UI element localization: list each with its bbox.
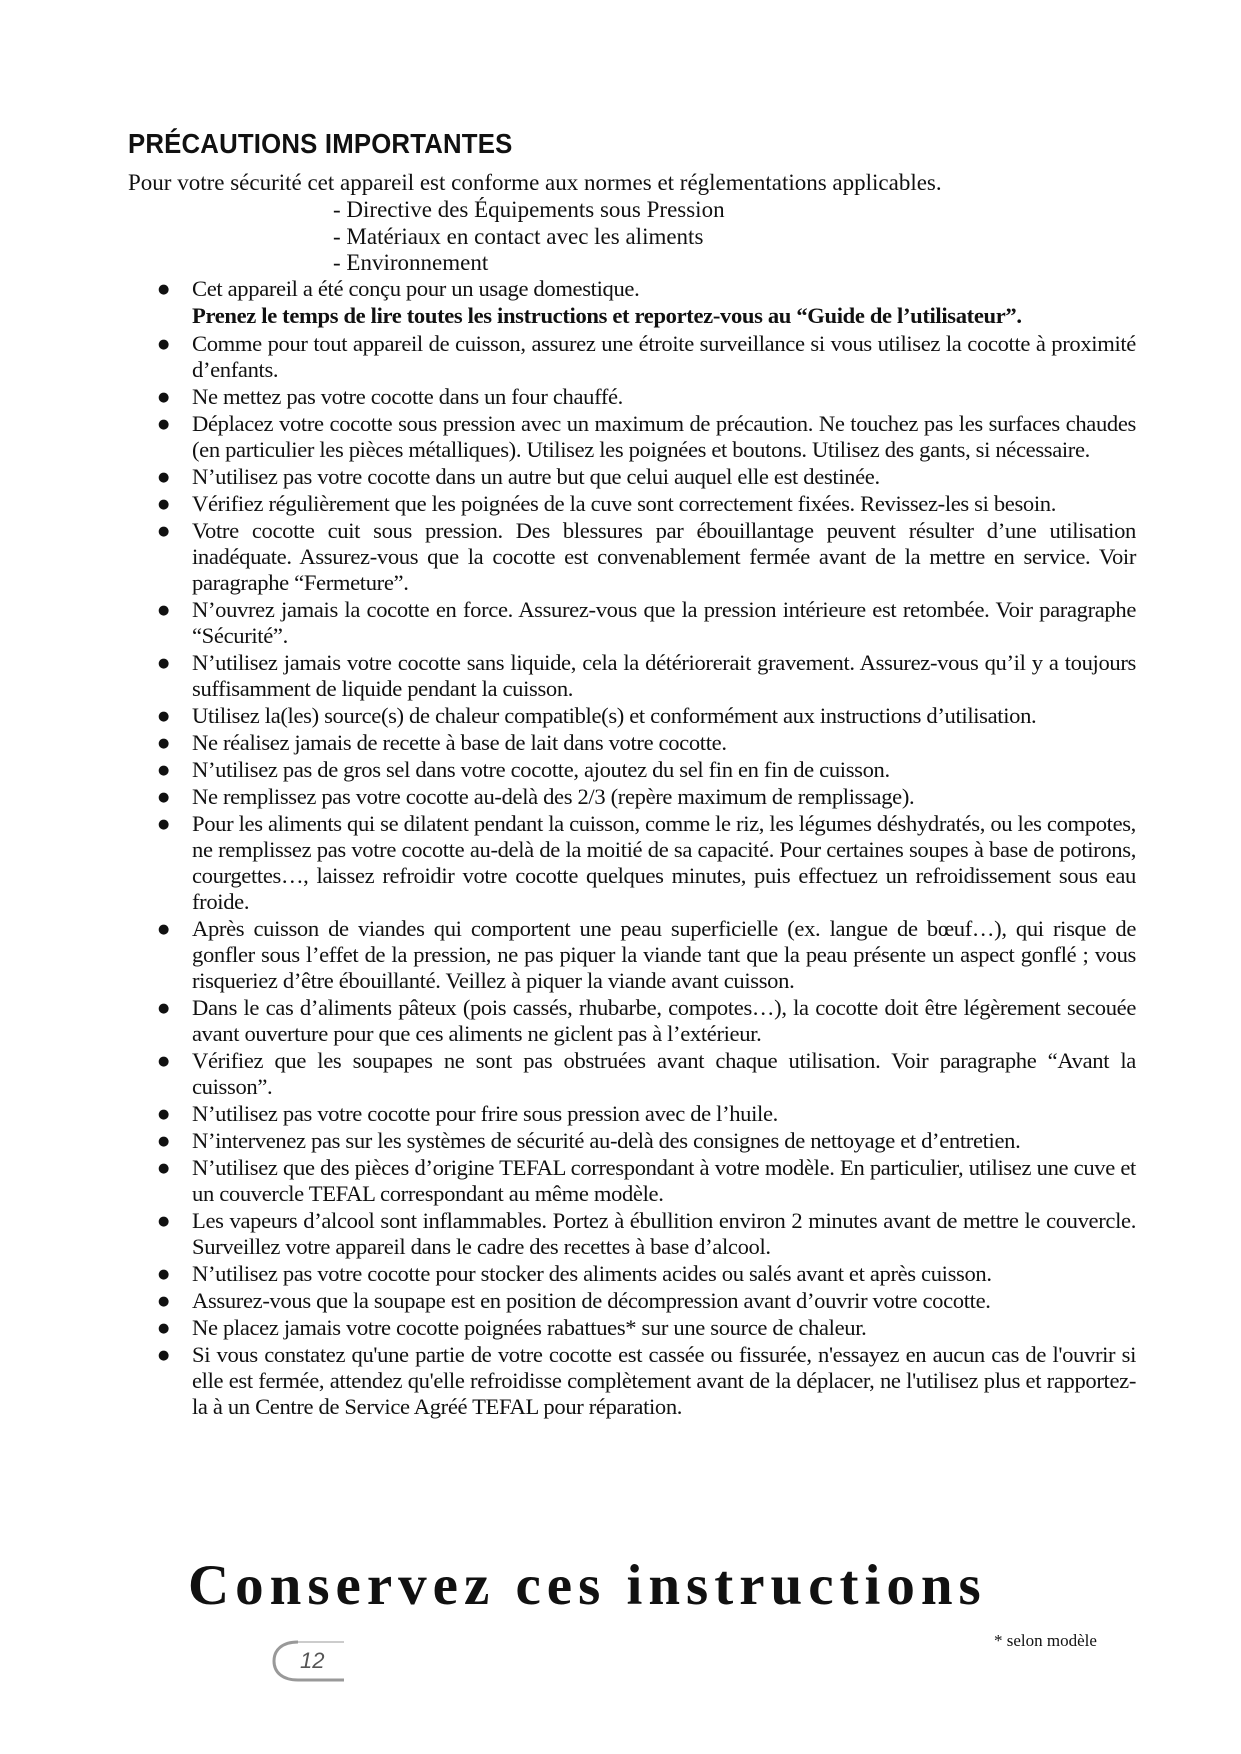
list-item: ● N’utilisez pas votre cocotte dans un autre but que celui auquel elle est destinée. (192, 464, 1136, 490)
list-item: ● N’ouvrez jamais la cocotte en force. Assurez-vous que la pression intérieure est retombée. Voir paragraphe “Sécurité”. (192, 597, 1136, 649)
page-title: PRÉCAUTIONS IMPORTANTES (128, 128, 513, 159)
precautions-list (192, 276, 1136, 1421)
list-item: ● Si vous constatez qu'une partie de votre cocotte est cassée ou fissurée, n'essayez en aucun cas de l'ouvrir si elle est fermée, attendez qu'elle refroidisse complètement avant de la déplacer, ne l'utilisez plus et rapportez-la à un Centre de Service Agréé TEFAL pour réparation. (192, 1342, 1136, 1420)
page-number-badge (268, 1638, 348, 1684)
regulation-item: - Matériaux en contact avec les aliments (333, 223, 704, 249)
list-item: ● N’intervenez pas sur les systèmes de sécurité au-delà des consignes de nettoyage et d’entretien. (192, 1128, 1136, 1154)
read-instructions-note: Prenez le temps de lire toutes les instructions et reportez-vous au “Guide de l’utilisateur”. (192, 303, 1022, 328)
list-item: ● Dans le cas d’aliments pâteux (pois cassés, rhubarbe, compotes…), la cocotte doit être légèrement secouée avant ouverture pour que ces aliments ne giclent pas à l’extérieur. (192, 995, 1136, 1047)
list-item: ● N’utilisez que des pièces d’origine TEFAL correspondant à votre modèle. En particulier, utilisez une cuve et un couvercle TEFAL correspondant au même modèle. (192, 1155, 1136, 1207)
list-item: ● Déplacez votre cocotte sous pression avec un maximum de précaution. Ne touchez pas les surfaces chaudes (en particulier les pièces métalliques). Utilisez les poignées et boutons. Utilisez des gants, si nécessaire. (192, 411, 1136, 463)
regulation-item: - Directive des Équipements sous Pression (333, 197, 725, 222)
list-item: ● Ne réalisez jamais de recette à base de lait dans votre cocotte. (192, 730, 1136, 756)
intro-text: Pour votre sécurité cet appareil est conforme aux normes et réglementations applicables. (128, 170, 942, 195)
list-item: ● Cet appareil a été conçu pour un usage domestique. (192, 276, 1136, 302)
list-item: ● Comme pour tout appareil de cuisson, assurez une étroite surveillance si vous utilisez la cocotte à proximité d’enfants. (192, 331, 1136, 383)
footnote: * selon modèle (994, 1631, 1097, 1650)
list-item: ● Ne mettez pas votre cocotte dans un four chauffé. (192, 384, 1136, 410)
list-item: ● N’utilisez jamais votre cocotte sans liquide, cela la détériorerait gravement. Assurez-vous qu’il y a toujours suffisamment de liquide pendant la cuisson. (192, 650, 1136, 702)
list-item: ● N’utilisez pas de gros sel dans votre cocotte, ajoutez du sel fin en fin de cuisson. (192, 757, 1136, 783)
list-item: ● Vérifiez régulièrement que les poignées de la cuve sont correctement fixées. Revissez-les si besoin. (192, 491, 1136, 517)
list-item: ● Ne remplissez pas votre cocotte au-delà des 2/3 (repère maximum de remplissage). (192, 784, 1136, 810)
list-item: ● Ne placez jamais votre cocotte poignées rabattues* sur une source de chaleur. (192, 1315, 1136, 1341)
list-item: ● Vérifiez que les soupapes ne sont pas obstruées avant chaque utilisation. Voir paragraphe “Avant la cuisson”. (192, 1048, 1136, 1100)
list-item: ● Pour les aliments qui se dilatent pendant la cuisson, comme le riz, les légumes déshydratés, ou les compotes, ne remplissez pas votre cocotte au-delà de la moitié de sa capacité. Pour certaines soupes à base de potirons, courgettes…, laissez refroidir votre cocotte quelques minutes, puis effectuez un refroidissement sous eau froide. (192, 811, 1136, 915)
list-item: ● Les vapeurs d’alcool sont inflammables. Portez à ébullition environ 2 minutes avant de mettre le couvercle. Surveillez votre appareil dans le cadre des recettes à base d’alcool. (192, 1208, 1136, 1260)
keep-instructions-heading: Conservez ces instructions (188, 1554, 987, 1617)
list-item: ● N’utilisez pas votre cocotte pour stocker des aliments acides ou salés avant et après cuisson. (192, 1261, 1136, 1287)
regulations-list (333, 197, 725, 277)
list-item: ● Après cuisson de viandes qui comportent une peau superficielle (ex. langue de bœuf…), qui risque de gonfler sous l’effet de la pression, ne pas piquer la viande tant que la peau présente un aspect gonflé ; vous risqueriez d’être ébouillanté. Veillez à piquer la viande avant cuisson. (192, 916, 1136, 994)
regulation-item: - Environnement (333, 250, 489, 275)
page-number: 12 (300, 1648, 325, 1673)
list-item: ● N’utilisez pas votre cocotte pour frire sous pression avec de l’huile. (192, 1101, 1136, 1127)
list-item: ● Utilisez la(les) source(s) de chaleur compatible(s) et conformément aux instructions d’utilisation. (192, 703, 1136, 729)
list-item: ● Votre cocotte cuit sous pression. Des blessures par ébouillantage peuvent résulter d’une utilisation inadéquate. Assurez-vous que la cocotte est convenablement fermée avant de la mettre en service. Voir paragraphe “Fermeture”. (192, 518, 1136, 596)
list-item: ● Assurez-vous que la soupape est en position de décompression avant d’ouvrir votre cocotte. (192, 1288, 1136, 1314)
